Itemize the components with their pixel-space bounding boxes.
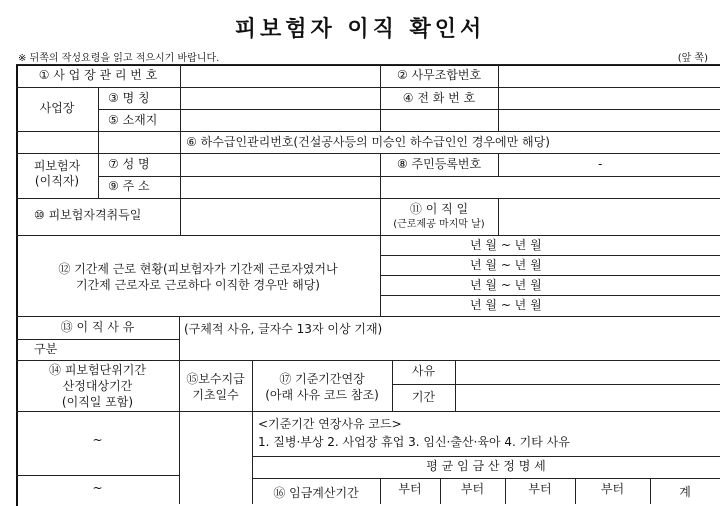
row-line [16,339,179,340]
leave-reason-label: ⑬ 이 직 사 유 [60,320,135,334]
workplace-label: 사업장 [39,101,75,115]
col-line [498,153,499,176]
period-row: 년 월 ~ 년 월 [470,298,542,312]
ext-period-label: 기간 [411,390,436,404]
code-list: 1. 질병·부상 2. 사업장 휴업 3. 임신·출산·육아 4. 기타 사유 [258,435,570,449]
resident-no-dash: - [598,157,603,171]
row-line [16,64,720,65]
row-line [16,316,720,317]
ext-label: ⑰ 기준기간연장 [279,372,365,386]
row-line [16,87,720,88]
leave-date-sub: (근로제공 마지막 날) [393,219,485,230]
from-label: 부터 [600,482,625,496]
pay-days-sub: 기초일수 [192,388,239,402]
col-line [179,316,180,360]
unit-period-label: ⑭ 피보험단위기간 [49,363,146,377]
row-line [16,235,720,236]
code-title: <기준기간 연장사유 코드> [258,417,402,431]
insured-label: 피보험자 [33,159,81,173]
person-name-label: ⑦ 성 명 [108,157,150,171]
insured-sub-label: (이직자) [34,174,80,188]
ext-reason-label: 사유 [411,364,436,378]
form-title: 피보험자 이직 확인서 [234,17,486,42]
phone-label: ④ 전 화 번 호 [402,91,476,105]
col-line [455,360,456,411]
period-row: 년 월 ~ 년 월 [470,238,542,252]
from-label: 부터 [528,482,552,496]
row-line [16,411,720,412]
period-tilde: ~ [92,481,103,495]
union-no-label: ② 사무조합번호 [396,68,482,82]
row-line [16,475,179,476]
page-side-label: (앞 쪽) [677,53,708,64]
col-line [98,153,99,198]
col-line [180,198,181,235]
col-line [498,198,499,235]
row-line [380,275,720,276]
row-line [252,456,720,457]
from-label: 부터 [460,482,485,496]
col-line [180,153,181,198]
category-label: 구분 [34,342,58,356]
row-line [16,153,720,154]
fixed-term-sub: 기간제 근로자로 근로하다 이직한 경우만 해당) [75,278,320,292]
acquired-date-label: ⑩ 피보험자격취득일 [34,208,142,222]
row-line [16,360,720,361]
period-row: 년 월 ~ 년 월 [470,258,542,272]
business-no-label: ① 사 업 장 관 리 번 호 [38,68,158,82]
row-line [16,198,720,199]
workplace-name-label: ③ 명 칭 [108,91,150,105]
instruction-note: ※ 뒤쪽의 작성요령을 읽고 적으시기 바랍니다. [18,53,220,64]
row-line [16,131,720,132]
pay-days-label: ⑮보수지급 [186,372,245,386]
period-tilde: ~ [92,433,103,447]
row-line [98,176,720,177]
row-line [380,295,720,296]
period-row: 년 월 ~ 년 월 [470,278,542,292]
wage-period-label: ⑯ 임금계산기간 [273,486,359,500]
resident-no-label: ⑧ 주민등록번호 [396,157,482,171]
leave-date-label: ⑪ 이 직 일 [409,202,469,216]
row-line [380,255,720,256]
row-line [98,109,720,110]
avg-wage-title: 평 균 임 금 산 정 명 세 [426,459,546,473]
from-label: 부터 [398,482,422,496]
workplace-address-label: ⑤ 소재지 [108,113,158,127]
col-line [498,64,499,131]
unit-period-note: (이직일 포함) [61,395,134,409]
ext-sub: (아래 사유 코드 참조) [265,388,379,402]
subcontract-no-label: ⑥ 하수급인관리번호(건설공사등의 미승인 하수급인인 경우에만 해당) [186,135,550,149]
leave-reason-note: (구체적 사유, 글자수 13자 이상 기재) [184,322,383,336]
row-line [392,384,720,385]
unit-period-sub: 산정대상기간 [62,379,133,393]
fixed-term-label: ⑫ 기간제 근로 현황(피보험자가 기간제 근로자였거나 [58,262,338,276]
total-label: 계 [679,485,691,499]
person-address-label: ⑨ 주 소 [108,179,150,193]
